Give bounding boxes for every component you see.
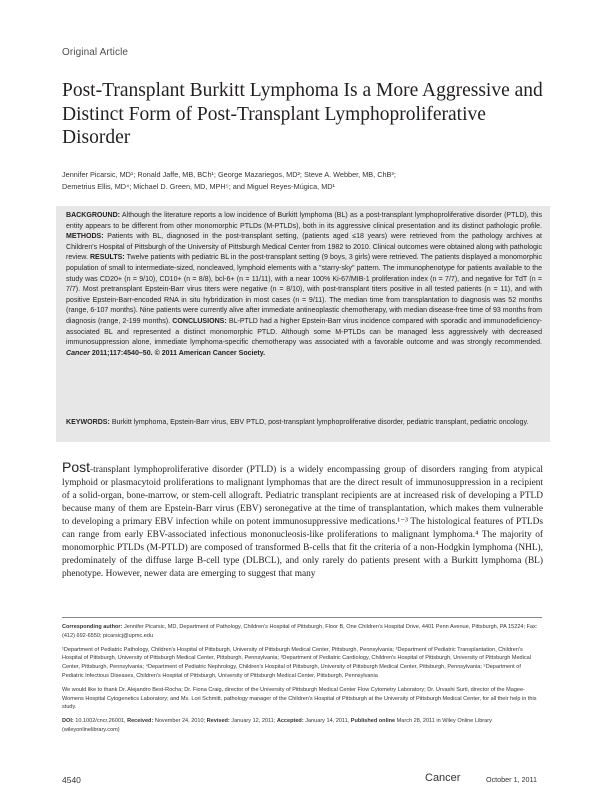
citation-journal: Cancer	[66, 349, 90, 357]
keywords-label: KEYWORDS:	[66, 419, 110, 426]
body-paragraph	[62, 461, 543, 581]
abstract-methods-text: Patients with BL, diagnosed in the post-transplant setting, (patients aged ≤18 years) were retrieved from the pathology archives at Children's Hospital of Pittsburgh of the University of Pittsburgh Medical Center from 1982 to 2010. Clinical outcomes were obtained along with pathologic review.	[66, 233, 542, 262]
acknowledgments: We would like to thank Dr. Alejandro Best-Rocha; Dr. Fiona Craig, director of the University of Pittsburgh Medical Center Flow Cytometry Laboratory; Dr. Urvashi Surti, director of the Magee-Womens Hospital Cytogenetics Laboratory; and Ms. Lori Schmitt, pathology manager of the Children's Hospital of Pittsburgh at the University of Pittsburgh Medical Center, for all their help in this study.	[62, 686, 537, 711]
dropcap-word: Post	[62, 459, 91, 475]
page-number: 4540	[62, 775, 81, 785]
published-label: Published online	[350, 718, 396, 725]
abstract-results-label: RESULTS:	[89, 254, 125, 262]
abstract	[66, 211, 542, 359]
abstract-conclusions-label: CONCLUSIONS:	[172, 317, 227, 325]
author-line: Demetrius Ellis, MD⁴; Michael D. Green, MD, MPH⁵; and Miguel Reyes-Múgica, MD¹	[62, 181, 335, 191]
keywords	[66, 418, 542, 429]
published-text: March 28, 2011 in Wiley Online Library (wileyonlinelibrary.com)	[62, 718, 492, 733]
citation-details: 2011;117:4540–50. © 2011 American Cancer Society.	[89, 349, 266, 357]
abstract-background-label: BACKGROUND:	[66, 212, 121, 219]
corresponding-author-label: Corresponding author:	[62, 624, 123, 630]
section-label: Original Article	[62, 47, 129, 58]
revised-label: Revised:	[206, 718, 230, 725]
footnotes	[62, 623, 543, 740]
abstract-methods-label: METHODS:	[66, 233, 104, 241]
keywords-text: Burkitt lymphoma, Epstein-Barr virus, EBV PTLD, post-transplant lymphoproliferative disorder, pediatric transplant, pediatric oncology.	[109, 419, 529, 426]
corresponding-author-text: Jennifer Picarsic, MD, Department of Pathology, Children's Hospital of Pittsburgh, Floor B, One Children's Hospital Drive, 4401 Penn Avenue, Pittsburgh, PA 15224; Fax: (412) 692-6550; picarsicj@upmc.edu	[62, 624, 538, 639]
doi-text: 10.1002/cncr.26001,	[73, 718, 128, 725]
publication-history	[62, 717, 543, 735]
abstract-conclusions-text: BL-PTLD had a higher Epstein-Barr virus incidence compared with sporadic and immunodeficiency-associated BL and represented a distinct monomorphic PTLD. Although some M-PTLDs can be managed less aggressively with decreased immunosuppression alone, immediate lymphoma-specific chemotherapy was associated with a favorable outcome and was strongly recommended.	[66, 317, 542, 347]
corresponding-author	[62, 623, 543, 641]
issue-date: October 1, 2011	[486, 775, 538, 784]
journal-name: Cancer	[425, 772, 461, 784]
author-list	[62, 169, 542, 192]
accepted-text: January 14, 2011,	[303, 718, 351, 725]
author-line: Jennifer Picarsic, MD¹; Ronald Jaffe, MB, BCh¹; George Mazariegos, MD²; Steve A. Webber, MB, ChB³;	[62, 170, 396, 179]
revised-text: January 12, 2011;	[229, 718, 277, 725]
received-label: Received:	[127, 718, 154, 725]
body-text: -transplant lymphoproliferative disorder (PTLD) is a widely encompassing group of disorders ranging from atypical lymphoid or plasmacytoid proliferations to malignant lymphomas that are the direct result of immunosuppression in a recipient of a solid-organ, bone-marrow, or stem-cell allograft. Pediatric transplant recipients are at increased risk of developing a PTLD because many of them are Epstein-Barr virus (EBV) seronegative at the time of transplantation, which makes them vulnerable to developing a primary EBV infection while on potent immunosuppressive medications.¹⁻³ The histological features of PTLDs can range from early EBV-associated infectious mononucleosis-like proliferations to malignant lymphoma.⁴ The majority of monomorphic PTLDs (M-PTLD) are composed of transformed B-cells that fit the criteria of a non-Hodgkin lymphoma (NHL), predominately of the diffuse large B-cell type (DLBCL), and only rarely do patients present with a Burkitt lymphoma (BL) phenotype. However, newer data are emerging to suggest that many	[62, 465, 543, 579]
footnote-divider	[62, 617, 542, 618]
doi-label: DOI:	[62, 718, 74, 725]
article-title: Post-Transplant Burkitt Lymphoma Is a More Aggressive and Distinct Form of Post-Transplant Lymphoproliferative Disorder	[62, 80, 543, 148]
affiliations: ¹Department of Pediatric Pathology, Children's Hospital of Pittsburgh, University of Pittsburgh Medical Center, Pittsburgh, Pennsylvania; ²Department of Pediatric Transplantation, Children's Hospital of Pittsburgh, University of Pittsburgh Medical Center, Pittsburgh, Pennsylvania; ³Department of Pediatric Cardiology, Children's Hospital of Pittsburgh, University of Pittsburgh Medical Center, Pittsburgh, Pennsylvania; ⁴Department of Pediatric Nephrology, Children's Hospital of Pittsburgh, University of Pittsburgh Medical Center, Pittsburgh, Pennsylvania; ⁵Department of Pediatric Infectious Diseases, Children's Hospital of Pittsburgh, University of Pittsburgh Medical Center, Pittsburgh, Pennsylvania	[62, 646, 531, 679]
abstract-results-text: Twelve patients with pediatric BL in the post-transplant setting (9 boys, 3 girls) were retrieved. The patients displayed a monomorphic population of small to intermediate-sized, noncleaved, lymphoid elements with a "starry-sky" pattern. The immunophenotype for patients available to the study was CD20+ (n = 9/10), CD10+ (n = 8/8), bcl-6+ (n = 11/11), with a near 100% Ki-67/MIB-1 proliferation index (n = 7/7), and negative for TdT (n = 7/7). Most pretransplant Epstein-Barr virus titers were negative (n = 8/10), with post-transplant titers positive in all tested patients (n = 11), and with positive Epstein-Barr-encoded RNA in situ hybridization in most cases (n = 9/11). The median time from transplantation to diagnosis was 52 months (range, 6-107 months). Nine patients were currently alive after immediate antineoplastic chemotherapy, with median disease-free time of 93 months from diagnosis (range, 2-199 months).	[66, 254, 542, 325]
received-text: November 24, 2010;	[153, 718, 207, 725]
accepted-label: Accepted:	[276, 718, 304, 725]
abstract-background-text: Although the literature reports a low incidence of Burkitt lymphoma (BL) as a post-transplant lymphoproliferative disorder (PTLD), this entity appears to be different from other monomorphic PTLDs (M-PTLDs), both in its aggressive clinical presentation and its distinct pathologic profile.	[66, 212, 542, 230]
